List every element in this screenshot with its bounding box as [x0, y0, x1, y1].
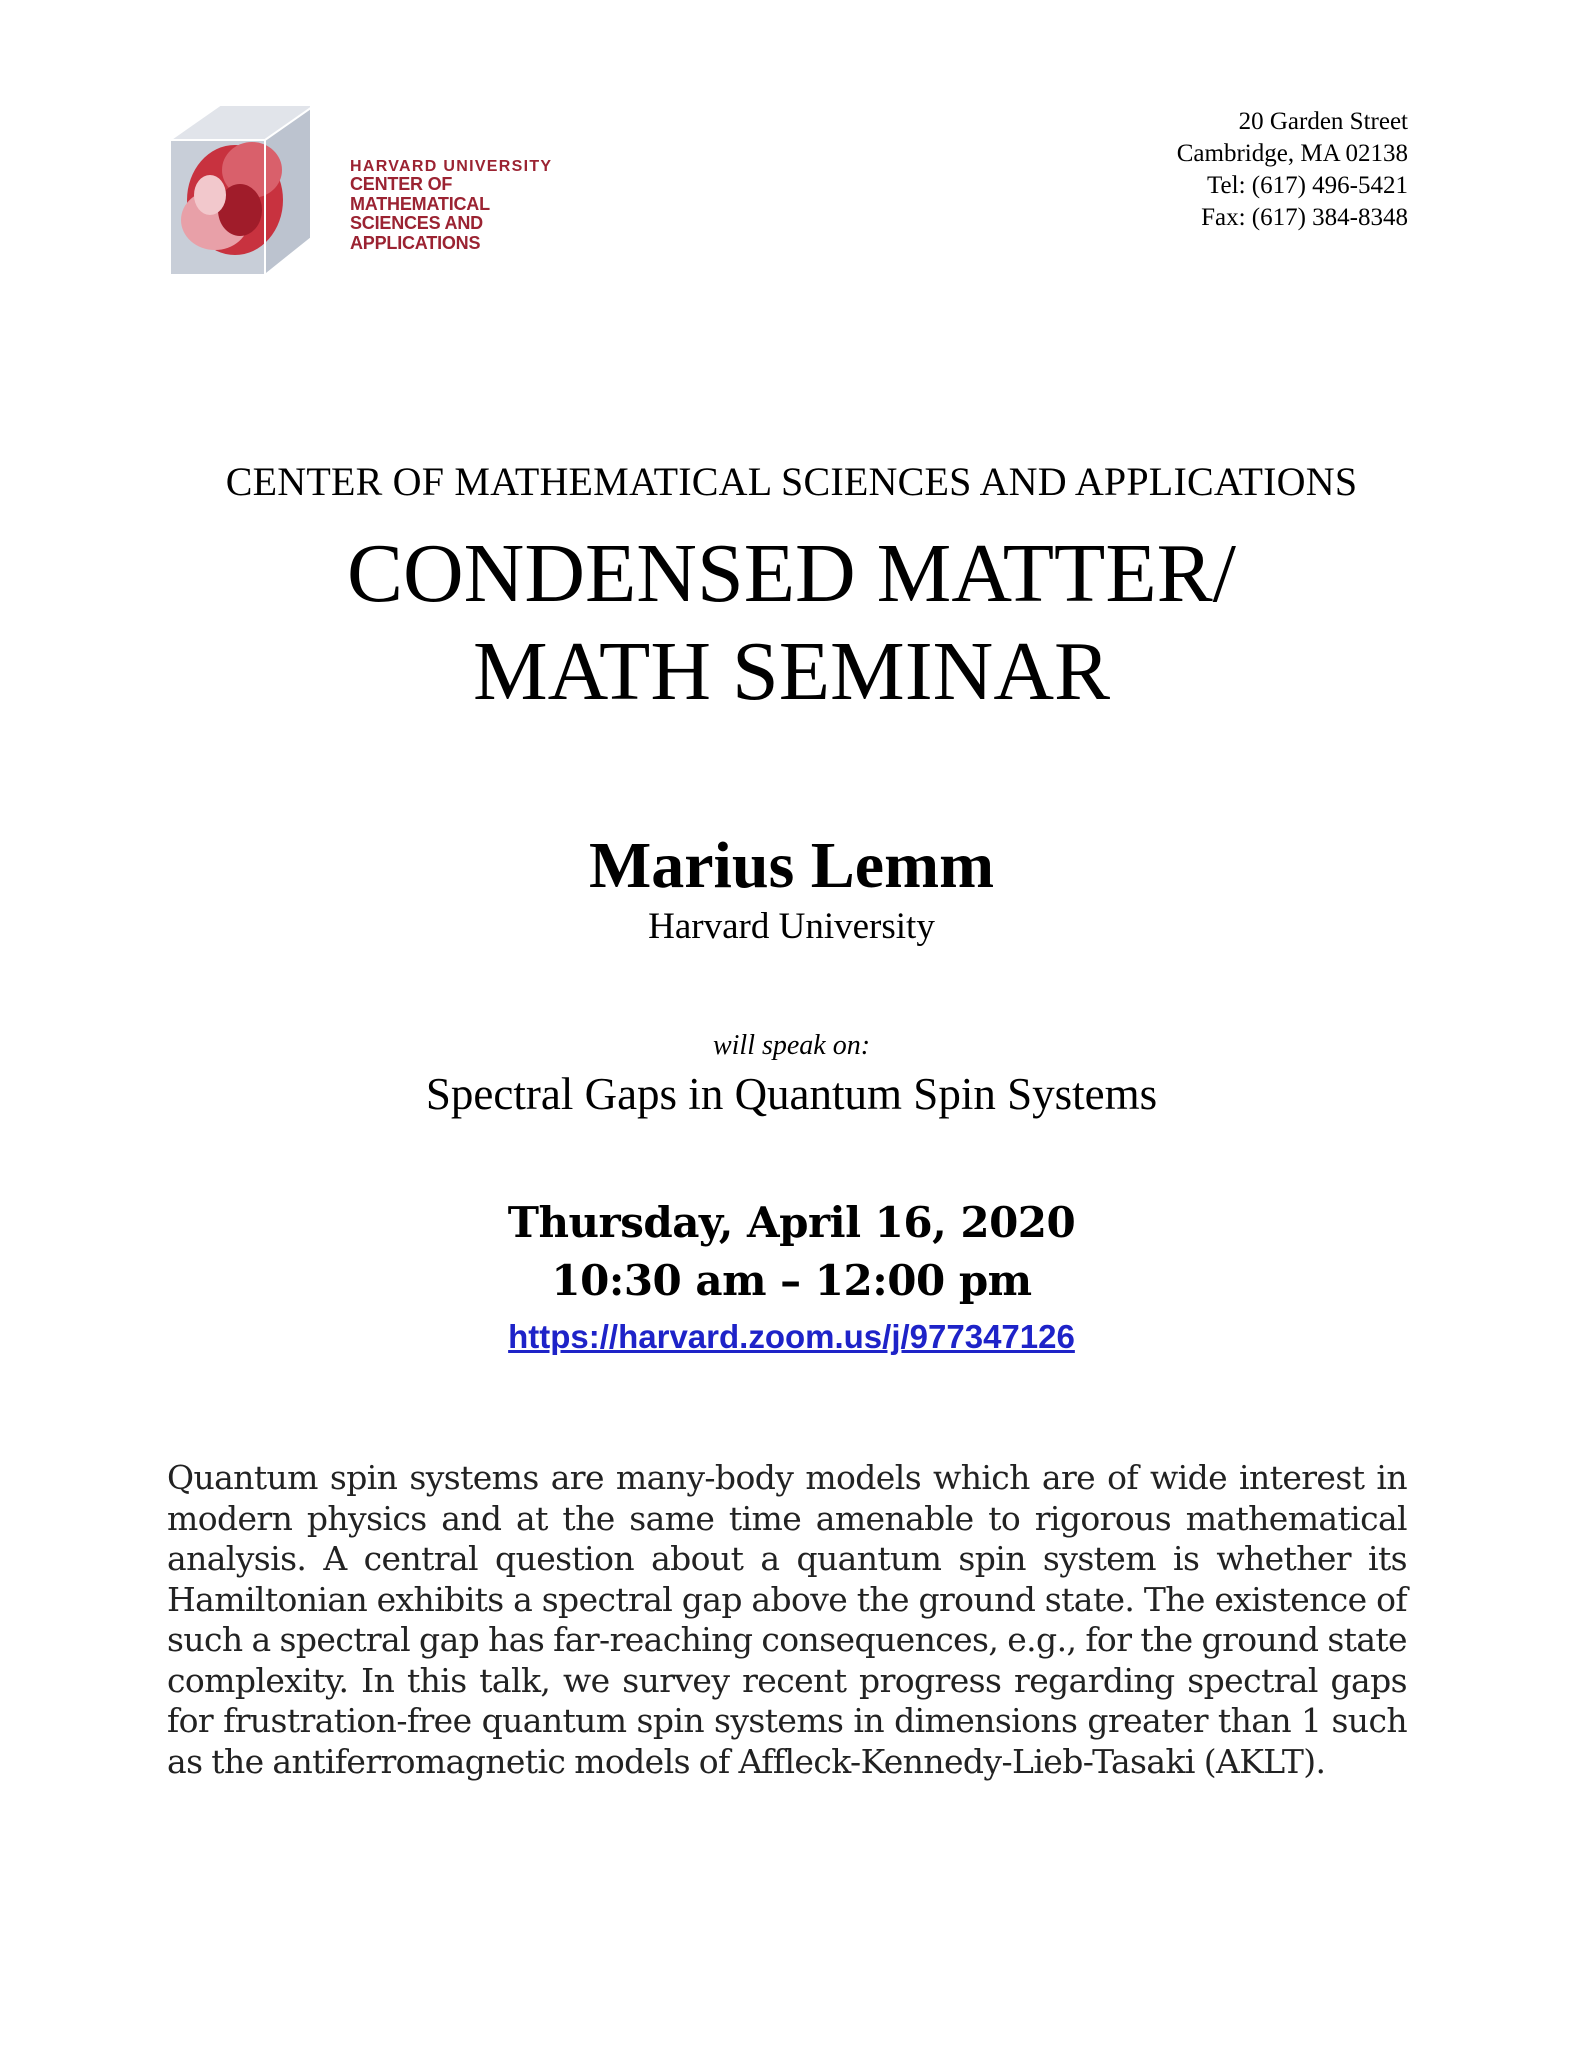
talk-title: Spectral Gaps in Quantum Spin Systems — [425, 1069, 1158, 1119]
cmsa-logo — [160, 100, 580, 282]
address-block — [1177, 106, 1408, 234]
speaker-name: Marius Lemm — [588, 829, 995, 902]
address-city: Cambridge, MA 02138 — [1176, 140, 1408, 167]
abstract-text: Quantum spin systems are many-body models which are of wide interest in modern physics and at the same time amenable to rigorous mathematical analysis. A central question about a quantum spin system is whether its Hamiltonian exhibits a spectral gap above the ground state. The existence of such a spectral gap has far-reaching consequences, e.g., for the ground state complexity. In this talk, we survey recent progress regarding spectral gaps for frustration-free quantum spin systems in dimensions greater than 1 such as the antiferromagnetic models of Affleck-Kennedy-Lieb-Tasaki (AKLT). — [167, 1458, 1407, 1781]
talk-time: 10:30 am – 12:00 pm — [551, 1256, 1032, 1305]
cmsa-cube-logo-icon — [160, 100, 310, 282]
logo-line-1: HARVARD UNIVERSITY — [350, 158, 553, 175]
will-speak-label: will speak on: — [712, 1030, 871, 1061]
talk-date: Thursday, April 16, 2020 — [507, 1198, 1076, 1247]
speaker-affiliation: Harvard University — [648, 906, 935, 947]
seminar-title — [0, 525, 1583, 721]
organization-heading: CENTER OF MATHEMATICAL SCIENCES AND APPLICATIONS — [225, 459, 1358, 504]
address-tel: Tel: (617) 496-5421 — [1207, 172, 1408, 199]
zoom-link[interactable]: https://harvard.zoom.us/j/977347126 — [508, 1318, 1075, 1355]
logo-line-2: CENTER OF MATHEMATICAL — [350, 174, 490, 214]
address-street: 20 Garden Street — [1238, 108, 1408, 135]
logo-line-3: SCIENCES AND APPLICATIONS — [350, 213, 483, 253]
seminar-title-line-2: MATH SEMINAR — [472, 625, 1111, 718]
address-fax: Fax: (617) 384-8348 — [1201, 204, 1408, 231]
seminar-title-line-1: CONDENSED MATTER/ — [346, 527, 1236, 620]
logo-wordmark — [350, 158, 580, 253]
zoom-link-container — [0, 1318, 1583, 1356]
